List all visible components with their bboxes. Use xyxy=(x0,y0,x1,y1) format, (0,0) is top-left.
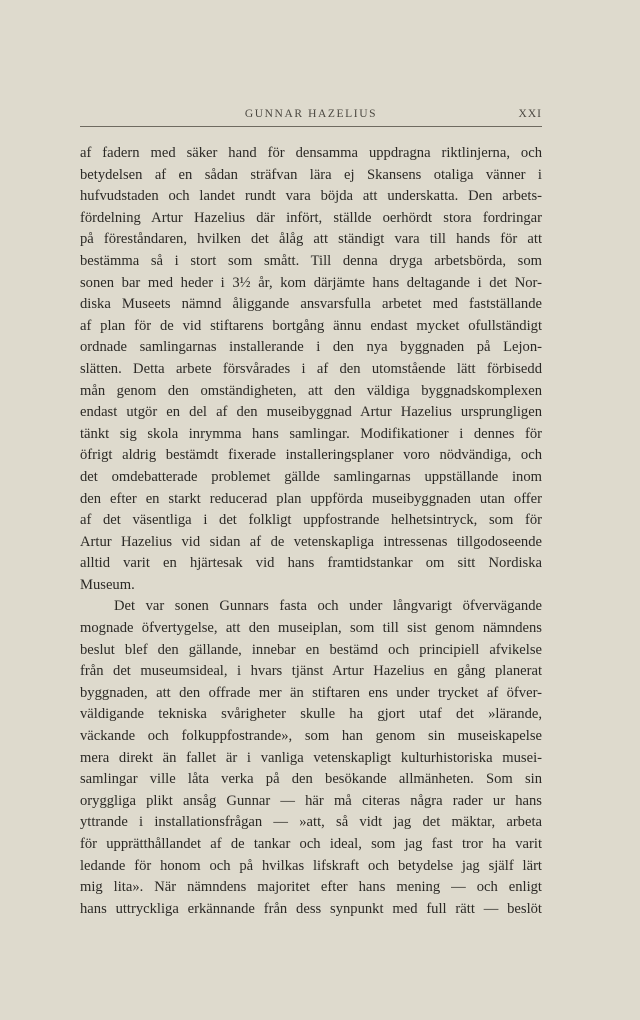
text-line: alltid varit en hjärtesak vid hans framtidstankar om sitt Nordiska xyxy=(80,555,542,572)
text-line: byggnaden, att den offrade mer än stiftaren ens under trycket af öfver- xyxy=(80,684,542,701)
text-line: samlingar ville låta verka på den besökande allmänheten. Som sin xyxy=(80,771,542,788)
text-line: betydelsen af en sådan sträfvan lära ej Skansens otaliga vänner i xyxy=(80,166,542,183)
text-line: Artur Hazelius vid sidan af de vetenskapliga intressenas tillgodoseende xyxy=(80,533,542,550)
text-line: mån genom den omständigheten, att den väldiga byggnadskomplexen xyxy=(80,382,542,399)
text-line: ordnade samlingarnas installerande i den nya byggnaden på Lejon- xyxy=(80,339,542,356)
text-line: hans uttryckliga erkännande från dess synpunkt med full rätt — beslöt xyxy=(80,900,542,917)
text-line: beslut blef den gällande, innebar en bestämd och principiell afvikelse xyxy=(80,641,542,658)
text-line: af det väsentliga i det folkligt uppfostrande helhetsintryck, som för xyxy=(80,512,542,529)
text-line: öfrigt aldrig bestämdt fixerade installeringsplaner voro nödvändiga, och xyxy=(80,447,542,464)
text-line: af fadern med säker hand för densamma uppdragna riktlinjerna, och xyxy=(80,145,542,161)
text-line: tänkt sig skola inrymma hans samlingar. Modifikationer i dennes för xyxy=(80,425,542,442)
text-line: väckande och folkuppfostrande», som han genom sin museiskapelse xyxy=(80,728,542,745)
text-line: ledande för honom och på hvilkas lifskraft och betydelse jag själf lärt xyxy=(80,857,542,874)
text-line: diska Museets nämnd åliggande ansvarsfulla arbetet med fastställande xyxy=(80,296,542,313)
text-line: yttrande i installationsfrågan — »att, så vidt jag det mäktar, arbeta xyxy=(80,814,542,831)
text-line: hufvudstaden och landet rundt vara böjda att underskatta. Den arbets- xyxy=(80,188,542,205)
text-line: endast utgör en del af den museibyggnad Artur Hazelius ursprungligen xyxy=(80,404,542,421)
text-line: mera direkt än fallet är i vanliga vetenskapligt kulturhistoriska musei- xyxy=(80,749,542,766)
text-line: från det museumsideal, i hvars tjänst Artur Hazelius en gång planerat xyxy=(80,663,542,680)
text-line: Det var sonen Gunnars fasta och under långvarigt öfvervägande xyxy=(114,598,542,615)
text-line: slätten. Detta arbete försvårades i af den utomstående lätt förbisedd xyxy=(80,360,542,377)
running-head xyxy=(80,108,542,127)
text-line: af plan för de vid stiftarens bortgång ännu endast mycket ofullständigt xyxy=(80,317,542,334)
text-line: fördelning Artur Hazelius där infört, ställde oerhördt stora fordringar xyxy=(80,209,542,226)
text-line: på föreståndaren, hvilken det ålåg att ständigt vara till hands för att xyxy=(80,231,542,248)
page-number: XXI xyxy=(518,108,542,120)
text-line: mognade öfvertygelse, att den museiplan, som till sist genom nämndens xyxy=(80,620,542,637)
text-line: oryggliga plikt ansåg Gunnar — här må citeras några rader ur hans xyxy=(80,792,542,809)
text-line: Museum. xyxy=(80,576,135,593)
body-text xyxy=(80,143,542,920)
text-line: sonen bar med heder i 3½ år, kom därjämte hans deltagande i det Nor- xyxy=(80,274,542,291)
running-title: GUNNAR HAZELIUS xyxy=(244,108,378,120)
text-line: bestämma så i stort som smått. Till denna dryga arbetsbörda, som xyxy=(80,252,542,269)
text-line: för upprätthållandet af de tankar och ideal, som jag fast tror ha varit xyxy=(80,836,542,852)
text-line: mig lita». När nämndens majoritet efter hans mening — och enligt xyxy=(80,879,542,896)
text-line: väldigande tekniska svårigheter skulle ha gjort utaf det »lärande, xyxy=(80,706,542,723)
text-line: det omdebatterade problemet gällde samlingarnas uppställande inom xyxy=(80,468,542,485)
text-line: den efter en starkt reducerad plan uppförda museibyggnaden utan offer xyxy=(80,490,542,507)
